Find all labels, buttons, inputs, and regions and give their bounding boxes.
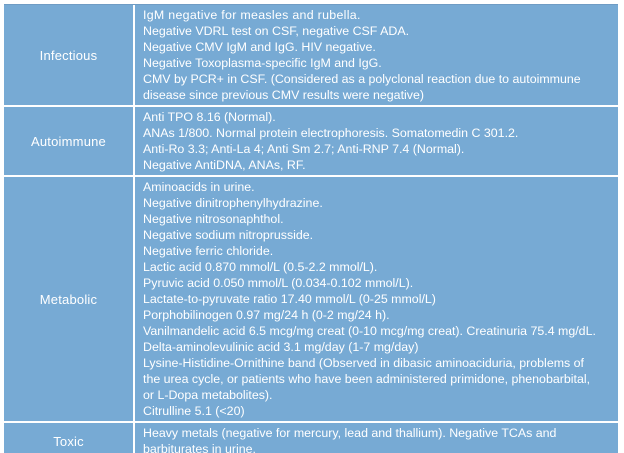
- category-label: Autoimmune: [31, 133, 106, 149]
- finding-line: Lactic acid 0.870 mmol/L (0.5-2.2 mmol/L).: [143, 260, 378, 274]
- finding-line: Negative ferric chloride.: [143, 244, 274, 258]
- category-cell: [4, 177, 133, 421]
- table-row: [4, 105, 618, 175]
- category-cell: [4, 5, 133, 105]
- finding-line: Heavy metals (negative for mercury, lead and thallium). Negative TCAs and: [143, 426, 557, 440]
- findings-cell: [133, 177, 618, 421]
- table-row: [4, 5, 618, 105]
- finding-line: Citrulline 5.1 (<20): [143, 404, 245, 418]
- finding-line: Anti TPO 8.16 (Normal).: [143, 110, 276, 124]
- findings-cell: [133, 5, 618, 105]
- category-cell: [4, 423, 133, 453]
- finding-line: Lactate-to-pyruvate ratio 17.40 mmol/L (0-25 mmol/L): [143, 292, 436, 306]
- finding-line: IgM negative for measles and rubella.: [143, 8, 361, 22]
- category-cell: [4, 107, 133, 175]
- finding-line: Pyruvic acid 0.050 mmol/L (0.034-0.102 mmol/L).: [143, 276, 414, 290]
- finding-line: barbiturates in urine.: [143, 442, 256, 453]
- finding-line: or L-Dopa metabolites).: [143, 388, 273, 402]
- finding-line: CMV by PCR+ in CSF. (Considered as a polyclonal reaction due to autoimmune: [143, 72, 581, 86]
- findings-cell: [133, 423, 618, 453]
- finding-line: the urea cycle, or patients who have been administered primidone, phenobarbital,: [143, 372, 591, 386]
- finding-line: ANAs 1/800. Normal protein electrophoresis. Somatomedin C 301.2.: [143, 126, 519, 140]
- lab-results-table: [4, 4, 618, 453]
- finding-line: Negative nitrosonaphthol.: [143, 212, 284, 226]
- table-row: [4, 421, 618, 453]
- finding-line: Vanilmandelic acid 6.5 mcg/mg creat (0-10 mcg/mg creat). Creatinuria 75.4 mg/dL.: [143, 324, 596, 338]
- finding-line: Porphobilinogen 0.97 mg/24 h (0-2 mg/24 h).: [143, 308, 390, 322]
- finding-line: Negative AntiDNA, ANAs, RF.: [143, 158, 306, 172]
- finding-line: Negative Toxoplasma-specific IgM and IgG.: [143, 56, 382, 70]
- finding-line: Aminoacids in urine.: [143, 180, 255, 194]
- finding-line: Negative sodium nitroprusside.: [143, 228, 314, 242]
- finding-line: Lysine-Histidine-Ornithine band (Observed in dibasic aminoaciduria, problems of: [143, 356, 584, 370]
- category-label: Metabolic: [39, 291, 98, 307]
- finding-line: Negative CMV IgM and IgG. HIV negative.: [143, 40, 376, 54]
- finding-line: Anti-Ro 3.3; Anti-La 4; Anti Sm 2.7; Anti-RNP 7.4 (Normal).: [143, 142, 465, 156]
- findings-cell: [133, 107, 618, 175]
- finding-line: Delta-aminolevulinic acid 3.1 mg/day (1-7 mg/day): [143, 340, 419, 354]
- finding-line: disease since previous CMV results were negative): [143, 88, 424, 102]
- finding-line: Negative dinitrophenylhydrazine.: [143, 196, 323, 210]
- finding-line: Negative VDRL test on CSF, negative CSF ADA.: [143, 24, 410, 38]
- category-label: Infectious: [39, 47, 98, 63]
- category-label: Toxic: [53, 433, 84, 449]
- table-row: [4, 175, 618, 421]
